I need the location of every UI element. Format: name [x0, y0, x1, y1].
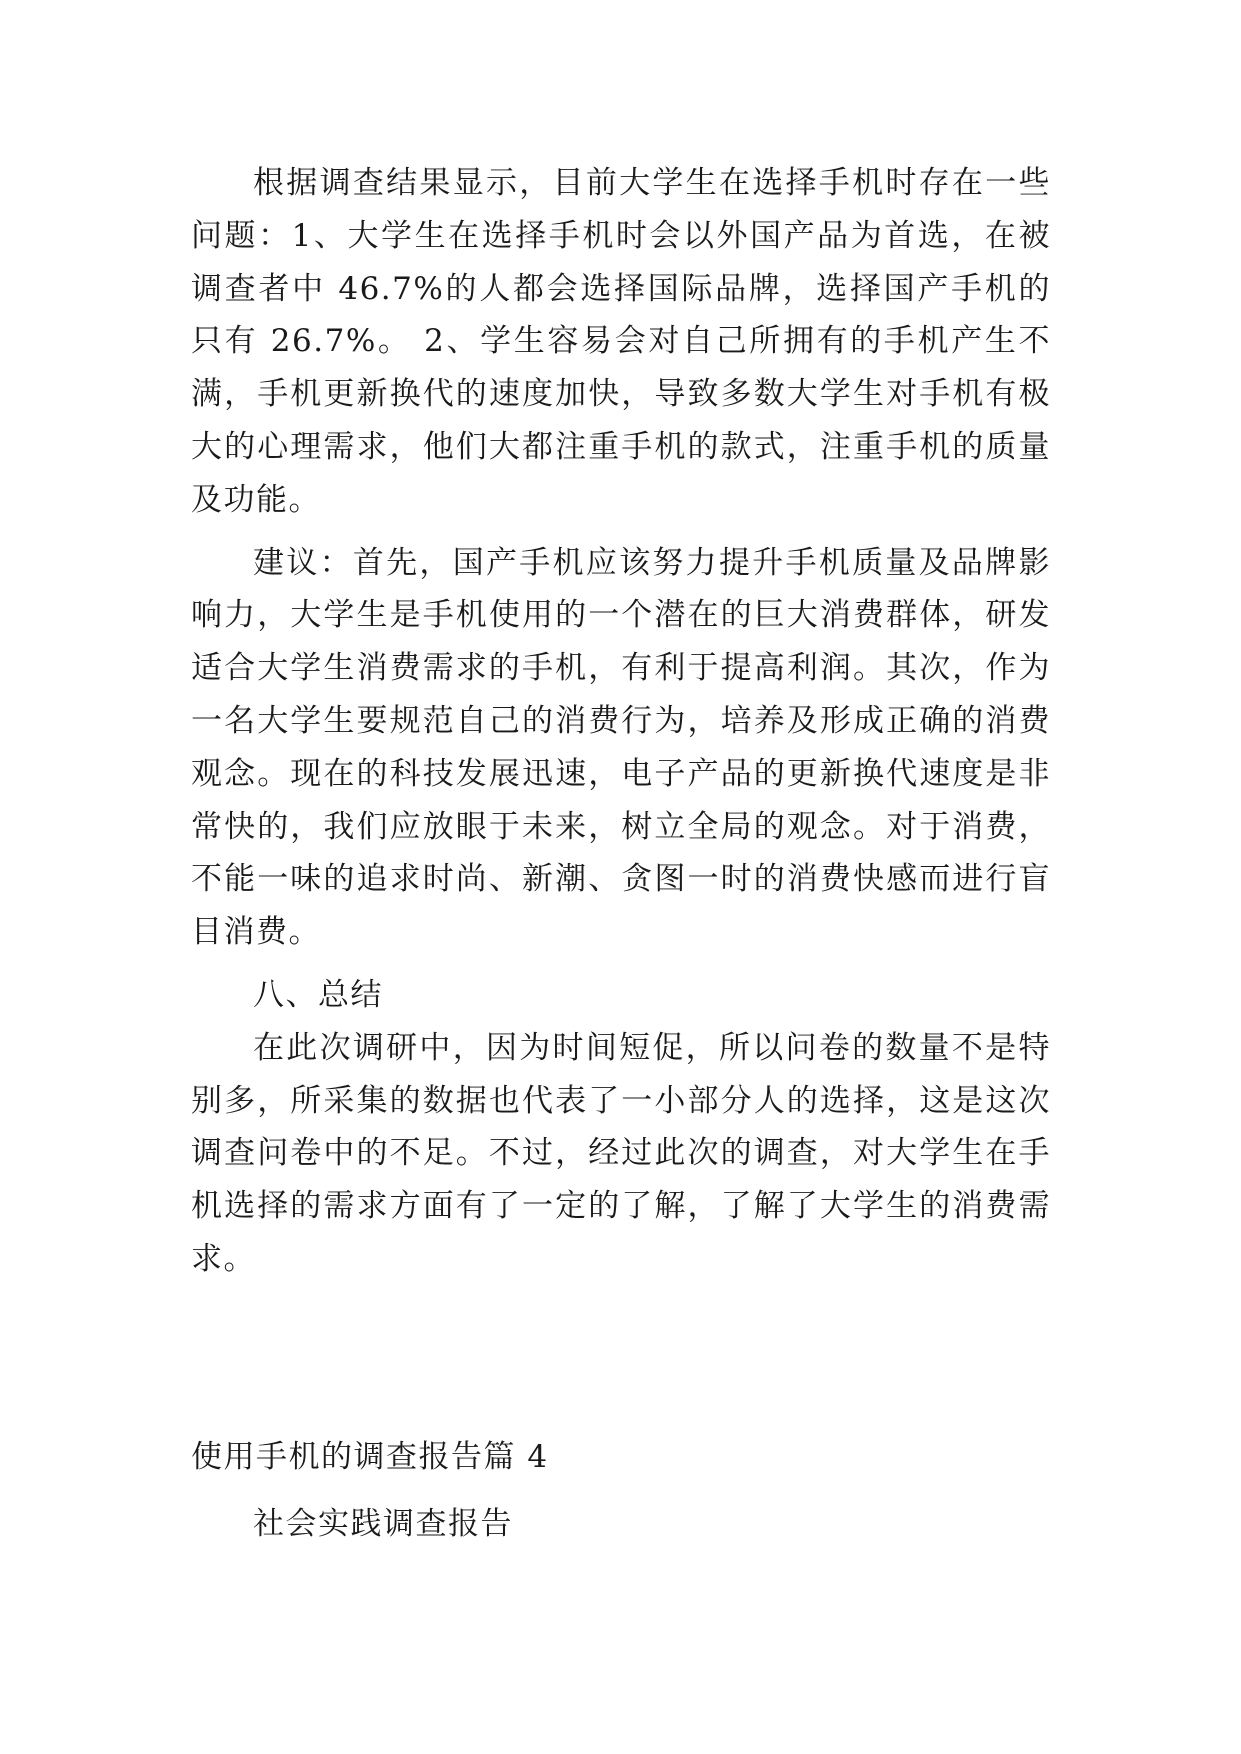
- document-body: [191, 157, 1051, 1286]
- next-article-title: 使用手机的调查报告篇 4: [191, 1439, 549, 1475]
- suggestions-paragraph: 建议：首先，国产手机应该努力提升手机质量及品牌影响力，大学生是手机使用的一个潜在的巨大消费群体，研发适合大学生消费需求的手机，有利于提高利润。其次，作为一名大学生要规范自己的消费行为，培养及形成正确的消费观念。现在的科技发展迅速，电子产品的更新换代速度是非常快的，我们应放眼于未来，树立全局的观念。对于消费，不能一味的追求时尚、新潮、贪图一时的消费快感而进行盲目消费。: [191, 544, 1051, 951]
- next-article-subtitle: 社会实践调查报告: [253, 1506, 513, 1542]
- conclusion-paragraph: 在此次调研中，因为时间短促，所以问卷的数量不是特别多，所采集的数据也代表了一小部分人的选择，这是这次调查问卷中的不足。不过，经过此次的调查，对大学生在手机选择的需求方面有了一定的了解，了解了大学生的消费需求。: [191, 1029, 1051, 1277]
- findings-paragraph: 根据调查结果显示，目前大学生在选择手机时存在一些问题：1、大学生在选择手机时会以外国产品为首选，在被调查者中 46.7%的人都会选择国际品牌，选择国产手机的只有 26.7%。 2、学生容易会对自己所拥有的手机产生不满，手机更新换代的速度加快，导致多数大学生对手机有极大的心理需求，他们大都注重手机的款式，注重手机的质量及功能。: [191, 165, 1051, 518]
- section-heading-summary: 八、总结: [253, 976, 383, 1013]
